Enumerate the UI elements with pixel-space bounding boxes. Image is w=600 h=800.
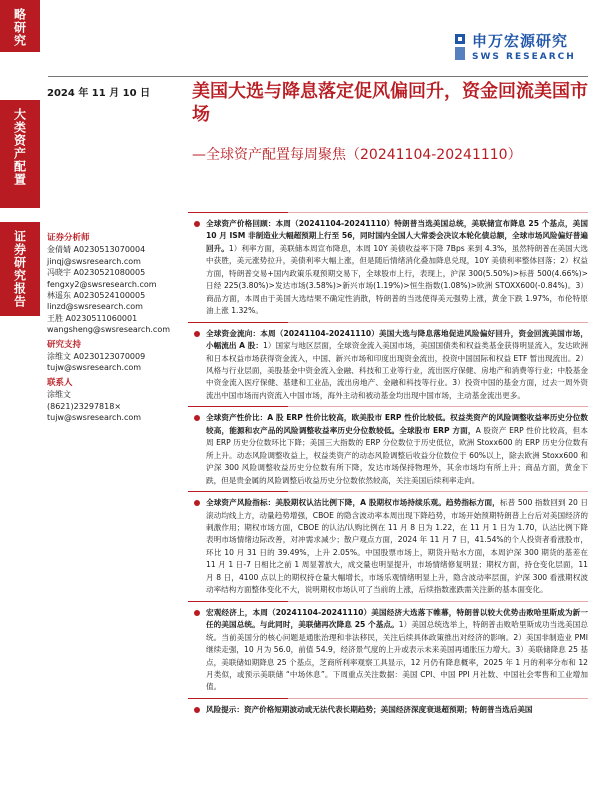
- summary-paragraph: [188, 704, 588, 716]
- left-category-strip: [0, 0, 40, 800]
- paragraph-lead: 宏观经济上，本周（20241104-20241110）美国经济大选落下帷幕，特朗普以较大优势击败哈里斯成为新一任的美国总统。与此同时，美联储再次降息 25 个基点。: [206, 607, 588, 630]
- analyst-email[interactable]: fengxy2@swsresearch.com: [47, 279, 157, 289]
- header-rule: [48, 76, 588, 77]
- paragraph-lead: 全球资产风险指标：美股期权认沽比例下降，A 股期权市场持续乐观。趋势指标方面，: [206, 498, 500, 508]
- section-divider: [188, 212, 588, 213]
- report-title: 美国大选与降息落定促风偏回升，资金回流美国市场: [192, 81, 588, 125]
- contact-phone: (8621)23297818×: [47, 401, 122, 411]
- paragraph-lead: 风险提示：资产价格短期波动或无法代表长期趋势；美国经济深度衰退超预期；特朗普当选后美国: [206, 704, 533, 714]
- support-email[interactable]: tujw@swsresearch.com: [47, 363, 142, 373]
- analyst-header: 证券分析师: [47, 233, 90, 243]
- support-line: 涂维文 A0230123070009: [47, 352, 146, 362]
- logo-en-text: SWS RESEARCH: [472, 52, 576, 62]
- paragraph-body: A 股资产 ERP 性价比较高，但本周 ERP 历史分位数环比下降；美国三大指数的 ERP 分位数位于历史低位，欧洲 Stoxx600 的 ERP 历史分位数有所上升。动态风险调整收益上，权益类资产的动态风险调整后收益分位数位于 60%以上，除去欧洲 Stoxx600 和沪深 300 风险调整收益历史分位数有所下降，发达市场保持物理外，其余市场均有所上升；商品方面，黄金下跌，但是贵金属的风险调整后收益历史分位数依然较高，关注美国后续利率走向。: [206, 425, 588, 485]
- report-date: 2024 年 11 月 10 日: [47, 88, 151, 99]
- bullet-icon: [194, 221, 200, 227]
- analyst-email[interactable]: linzd@swsresearch.com: [47, 302, 143, 312]
- support-header: 研究支持: [47, 339, 82, 350]
- strip-top-label: 略研究: [0, 0, 40, 52]
- summary-paragraph: [188, 607, 588, 694]
- paragraph-lead: 全球资产性价比：A 股 ERP 性价比较高，欧美股市 ERP 性价比较低。权益类资产的风险调整收益率历史分位数较高，能源和农产品的风险调整收益率历史分位数较低。全球股市 ERP 方面，: [206, 413, 588, 435]
- summary-paragraph: [188, 497, 588, 597]
- contact-email[interactable]: tujw@swsresearch.com: [47, 413, 142, 423]
- sws-logo-icon: [452, 32, 468, 62]
- bullet-icon: [194, 500, 200, 506]
- paragraph-body: 1）美国总统选举上，特朗普击败哈里斯成功当选美国总统。当前美国分的核心问题是通胀治理和非法移民，关注后续具体政策推出对经济的影响。2）美国非制造业 PMI 继续走强，10 月为 56.0，前值 54.9，经济景气度的上升或表示未来美国再通胀压力增大。3）美联储降息 25 基点，美联储如期降息 25 个基点，芝商所利率观察工具显示，12 月仍有降息概率，2025 年 1 月的利率分布和 12 月类似，或预示美联储 “中场休息”。下周重点关注数据：美国 CPI、中国 PPI 月社数、中国社会零售和工业增加值。: [206, 620, 588, 692]
- bullet-icon: [194, 331, 200, 337]
- paragraph-lead: 全球资金流向：本周（20241104-20241110）美国大选与降息落地促进风险偏好回升，资金回流美国市场，小幅流出 A 股：: [206, 328, 588, 351]
- bullet-icon: [194, 707, 200, 713]
- section-divider: [188, 698, 588, 699]
- summary-paragraph: [188, 412, 588, 487]
- summary-body: [188, 208, 588, 716]
- section-divider: [188, 406, 588, 407]
- section-divider: [188, 491, 588, 492]
- section-divider: [188, 601, 588, 602]
- summary-paragraph: [188, 218, 588, 318]
- analyst-email[interactable]: jinqj@swsresearch.com: [47, 256, 141, 266]
- strip-category-label: 大类资产配置: [0, 100, 40, 208]
- sws-logo: [452, 30, 587, 70]
- bullet-icon: [194, 610, 200, 616]
- paragraph-body: 标普 500 指数回到 20 日滚动均线上方，动量趋势增强，CBOE 的隐含波动率本周出现下降趋势，市场开始预期特朗普上台后对美国经济的刺激作用；期权市场方面，CBOE 的认沽/认购比例在 11 月 8 日为 1.22，在 11 月 1 日为 1.70，认沽比例下降表明市场情绪边际改善，对冲需求减少；散户观点方面，2024 年 11 月 7 日，41.54%的个人投资者看涨股市，环比 10 月 31 日的 39.49%，上升 2.05%。中国股票市场上，期货升贴水方面，本周沪深 300 期货的基差在 11 月 1 日-7 日相比之前 1 周显著放大，成交量也明显提升，市场情绪修复明显；期权方面，持仓变化层面，11 月 8 日，4100 点以上的期权持仓量大幅增长，市场乐观情绪明显上升，隐含波动率层面，沪深 300 看涨期权波动率结构方面整体变化不大，说明期权市场认可了当前的上涨，后续指数涨跌需关注新的基本面变化。: [206, 498, 588, 595]
- analyst-sidebar: [47, 233, 177, 424]
- logo-cn-text: 申万宏源研究: [472, 32, 569, 50]
- contact-line: 涂维文: [47, 390, 71, 400]
- analyst-line: 金倩婧 A0230513070004: [47, 245, 146, 255]
- analyst-line: 冯晓宇 A0230521080005: [47, 268, 146, 278]
- paragraph-body: 1）国家与地区层面，全球资金流入美国市场，美国国债类和权益类基金获得明显流入，发达欧洲和日本权益市场获得资金流入，中国、新兴市场和印度出现资金流出，投资中国国际和权益 ETF 暂出现流出。2）风格与行业层面，美股基金中资金流入金融、科技和工业等行业，流出医疗保健、房地产和消费等行业；中股基金中资金流入医疗保健、基建和工业品，流出房地产、金融和科技等行业。3）投资中国的基金方面，过去一周外资流出中国市场而内资流入中国市场，海外主动和被动基金均出现中国市场，主动基金流出更多。: [206, 341, 588, 400]
- analyst-line: 林遥东 A0230524100005: [47, 291, 146, 301]
- bullet-icon: [194, 415, 200, 421]
- summary-paragraph: [188, 328, 588, 403]
- paragraph-body: 1）利率方面，美联储本周宣布降息，本周 10Y 美债收益率下降 7Bps 来到 4.3%，虽然特朗普在美国大选中获胜，美元涨势拉升，美债利率大幅上涨，但是随后情绪消化叠加降息兑现，10Y 美债利率整体回落；2）权益方面，特朗普交易+国内政策乐观预期交易下，全球股市上行，表现上，沪深 300(5.50%)>标普 500(4.66%)>日经 225(3.80%)>发达市场(3.58%)>新兴市场(1.19%)>恒生指数(1.08%)>欧洲 STOXX600(-0.84%)。3）商品方面，本周由于美国大选结果不确定性消散，特朗普的当选使得美元强势上涨，黄金下跌 1.97%，布伦特原油上涨 1.32%。: [206, 243, 589, 316]
- section-divider: [188, 322, 588, 323]
- analyst-email[interactable]: wangsheng@swsresearch.com: [47, 325, 171, 335]
- analyst-line: 王胜 A0230511060001: [47, 313, 138, 323]
- report-subtitle: —全球资产配置每周聚焦（20241104-20241110）: [192, 147, 522, 163]
- strip-report-type-label: 证券研究报告: [0, 222, 40, 316]
- contact-header: 联系人: [47, 377, 73, 388]
- paragraph-lead: 全球资产价格回顾：本周（20241104-20241110）特朗普当选美国总统，美联储宣布降息 25 个基点，美国 10 月 ISM 非制造业大幅超预期上行至 56，同时国内全国人大常委会决议本轮化债总额，全球市场风险偏好普遍回升。: [206, 219, 588, 253]
